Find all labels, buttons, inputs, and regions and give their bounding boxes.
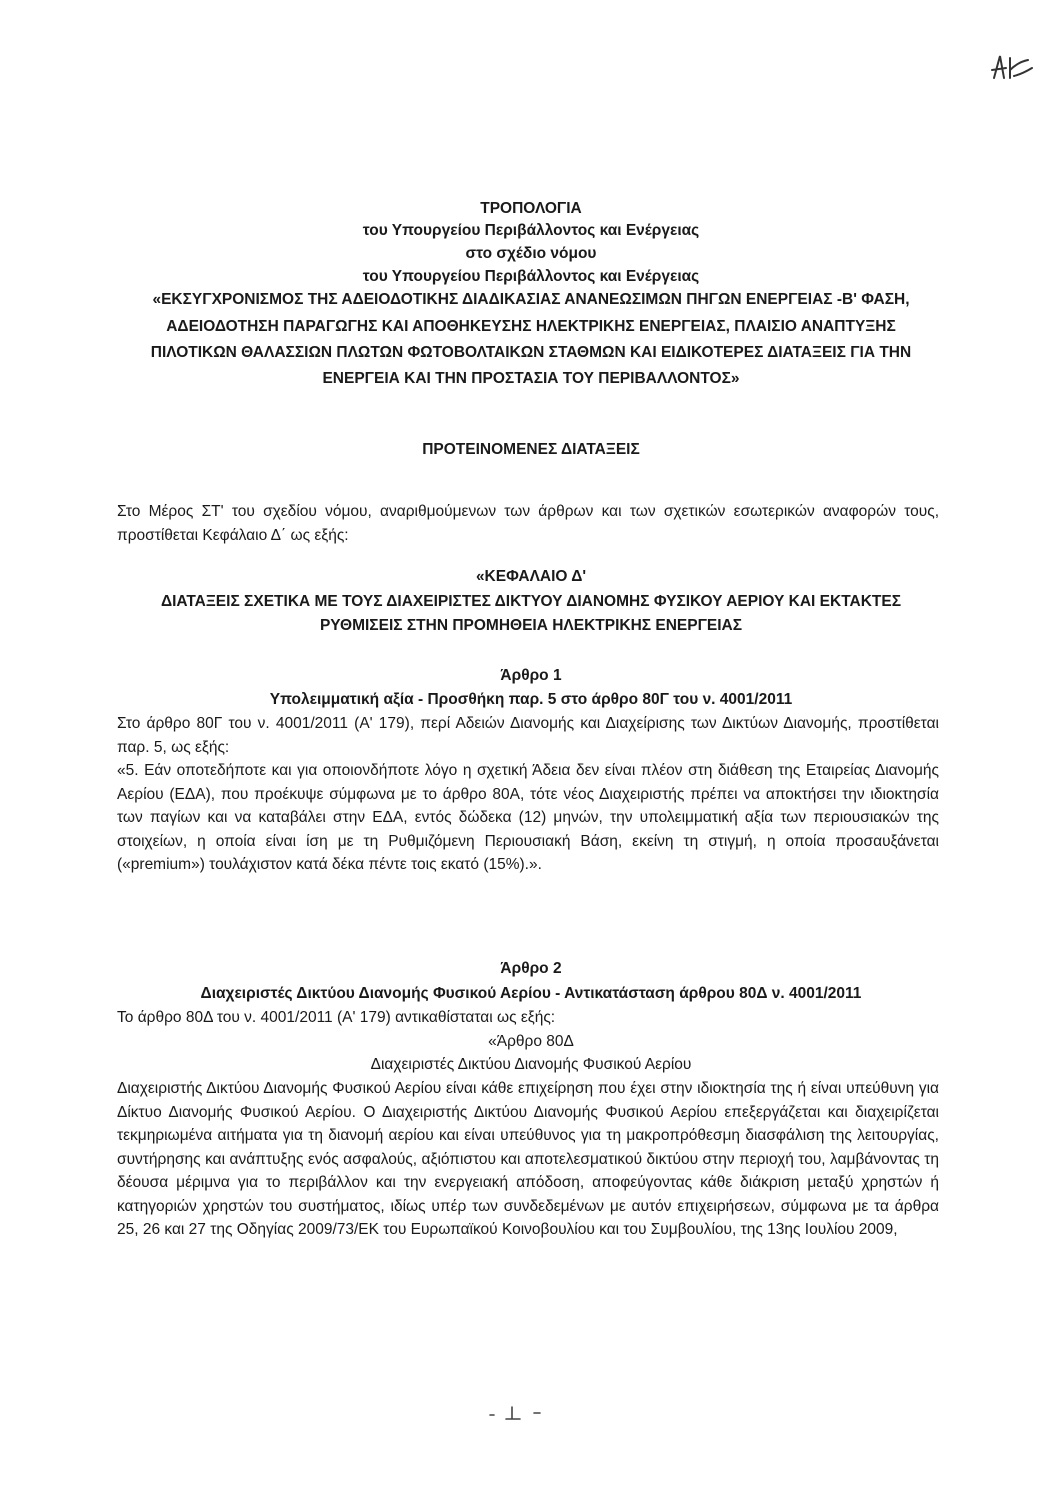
document-title: ΤΡΟΠΟΛΟΓΙΑ	[480, 200, 582, 217]
article-2-paragraph-1: Το άρθρο 80Δ του ν. 4001/2011 (Α' 179) αντικαθίσταται ως εξής:	[117, 1009, 556, 1026]
bill-title-line-1: «ΕΚΣΥΓΧΡΟΝΙΣΜΟΣ ΤΗΣ ΑΔΕΙΟΔΟΤΙΚΗΣ ΔΙΑΔΙΚΑΣΙΑΣ ΑΝΑΝΕΩΣΙΜΩΝ ΠΗΓΩΝ ΕΝΕΡΓΕΙΑΣ -Β' ΦΑΣΗ,	[152, 291, 910, 308]
article-1-body	[117, 712, 939, 877]
chapter-label: «ΚΕΦΑΛΑΙΟ Δ'	[475, 568, 587, 585]
article-2-label: Άρθρο 2	[500, 960, 562, 977]
bill-title-line-4: ΕΝΕΡΓΕΙΑ ΚΑΙ ΤΗΝ ΠΡΟΣΤΑΣΙΑ ΤΟΥ ΠΕΡΙΒΑΛΛΟΝΤΟΣ»	[322, 370, 740, 387]
article-2-title: Διαχειριστές Δικτύου Διανομής Φυσικού Αερίου - Αντικατάσταση άρθρου 80Δ ν. 4001/2011	[200, 985, 862, 1002]
article-80d-title: Διαχειριστές Δικτύου Διανομής Φυσικού Αερίου	[370, 1056, 692, 1073]
handwritten-initials-mark	[988, 48, 1038, 88]
draft-law-line: στο σχέδιο νόμου	[465, 245, 597, 262]
ministry-line: του Υπουργείου Περιβάλλοντος και Ενέργειας	[362, 222, 700, 239]
article-2-body	[117, 1006, 939, 1030]
article-1-paragraph-2: «5. Εάν οποτεδήποτε και για οποιονδήποτε λόγο η σχετική Άδεια δεν είναι πλέον στη διάθεση της Εταιρείας Διανομής Αερίου (ΕΔΑ), που προέκυψε σύμφωνα με το άρθρο 80Α, τότε νέος Διαχειριστής πρέπει να αποκτήσει την ιδιοκτησία των παγίων και να καταβάλει στην ΕΔΑ, εντός δώδεκα (12) μηνών, την υπολειμματική αξία των περιουσιακών της στοιχείων, η οποία είναι ίση με τη Ρυθμιζόμενη Περιουσιακή Βάση, εκείνη τη στιγμή, η οποία προσαυξάνεται («premium») τουλάχιστον κατά δέκα πέντε τοις εκατό (15%).».	[117, 762, 939, 873]
article-80d-body	[117, 1077, 939, 1242]
chapter-title-line-1: ΔΙΑΤΑΞΕΙΣ ΣΧΕΤΙΚΑ ΜΕ ΤΟΥΣ ΔΙΑΧΕΙΡΙΣΤΕΣ ΔΙΚΤΥΟΥ ΔΙΑΝΟΜΗΣ ΦΥΣΙΚΟΥ ΑΕΡΙΟΥ ΚΑΙ ΕΚΤΑΚΤΕΣ	[160, 593, 902, 610]
article-1-label: Άρθρο 1	[500, 667, 562, 684]
intro-paragraph	[117, 500, 939, 547]
article-1-paragraph-1: Στο άρθρο 80Γ του ν. 4001/2011 (Α' 179), περί Αδειών Διανομής και Διαχείρισης των Δικτύων Διανομής, προστίθεται παρ. 5, ως εξής:	[117, 715, 939, 756]
page-number-mark	[486, 1403, 546, 1423]
article-80d-paragraph: Διαχειριστής Δικτύου Διανομής Φυσικού Αερίου είναι κάθε επιχείρηση που έχει στην ιδιοκτησία της ή είναι υπεύθυνη για Δίκτυο Διανομής Φυσικού Αερίου. Ο Διαχειριστής Δικτύου Διανομής Φυσικού Αερίου επεξεργάζεται και διαχειρίζεται τεκμηριωμένα αιτήματα για τη διανομή αερίου και είναι υπεύθυνος για τη μακροπρόθεσμη διασφάλιση της λειτουργίας, συντήρησης και ανάπτυξης ενός ασφαλούς, αξιόπιστου και αποτελεσματικού δικτύου στην περιοχή του, λαμβάνοντας τη δέουσα μέριμνα για το περιβάλλον και την ενεργειακή απόδοση, αποφεύγοντας κάθε διάκριση μεταξύ χρηστών ή κατηγοριών χρηστών του συστήματος, ιδίως υπέρ των συνδεδεμένων με αυτόν επιχειρήσεων, σύμφωνα με τα άρθρα 25, 26 και 27 της Οδηγίας 2009/73/ΕΚ του Ευρωπαϊκού Κοινοβουλίου και του Συμβουλίου, της 13ης Ιουλίου 2009,	[117, 1080, 939, 1238]
article-1-title: Υπολειμματική αξία - Προσθήκη παρ. 5 στο άρθρο 80Γ του ν. 4001/2011	[269, 691, 793, 708]
ministry-line-2: του Υπουργείου Περιβάλλοντος και Ενέργειας	[362, 268, 700, 285]
article-80d-label: «Άρθρο 80Δ	[488, 1033, 574, 1050]
intro-text: Στο Μέρος ΣΤ' του σχεδίου νόμου, αναριθμούμενων των άρθρων και των σχετικών εσωτερικών αναφορών τους, προστίθεται Κεφάλαιο Δ΄ ως εξής:	[117, 503, 939, 544]
bill-title-line-3: ΠΙΛΟΤΙΚΩΝ ΘΑΛΑΣΣΙΩΝ ΠΛΩΤΩΝ ΦΩΤΟΒΟΛΤΑΙΚΩΝ ΣΤΑΘΜΩΝ ΚΑΙ ΕΙΔΙΚΟΤΕΡΕΣ ΔΙΑΤΑΞΕΙΣ ΓΙΑ ΤΗΝ	[150, 344, 912, 361]
proposed-provisions-heading: ΠΡΟΤΕΙΝΟΜΕΝΕΣ ΔΙΑΤΑΞΕΙΣ	[422, 441, 640, 458]
bill-title-line-2: ΑΔΕΙΟΔΟΤΗΣΗ ΠΑΡΑΓΩΓΗΣ ΚΑΙ ΑΠΟΘΗΚΕΥΣΗΣ ΗΛΕΚΤΡΙΚΗΣ ΕΝΕΡΓΕΙΑΣ, ΠΛΑΙΣΙΟ ΑΝΑΠΤΥΞΗΣ	[166, 318, 896, 335]
chapter-title-line-2: ΡΥΘΜΙΣΕΙΣ ΣΤΗΝ ΠΡΟΜΗΘΕΙΑ ΗΛΕΚΤΡΙΚΗΣ ΕΝΕΡΓΕΙΑΣ	[319, 617, 743, 634]
